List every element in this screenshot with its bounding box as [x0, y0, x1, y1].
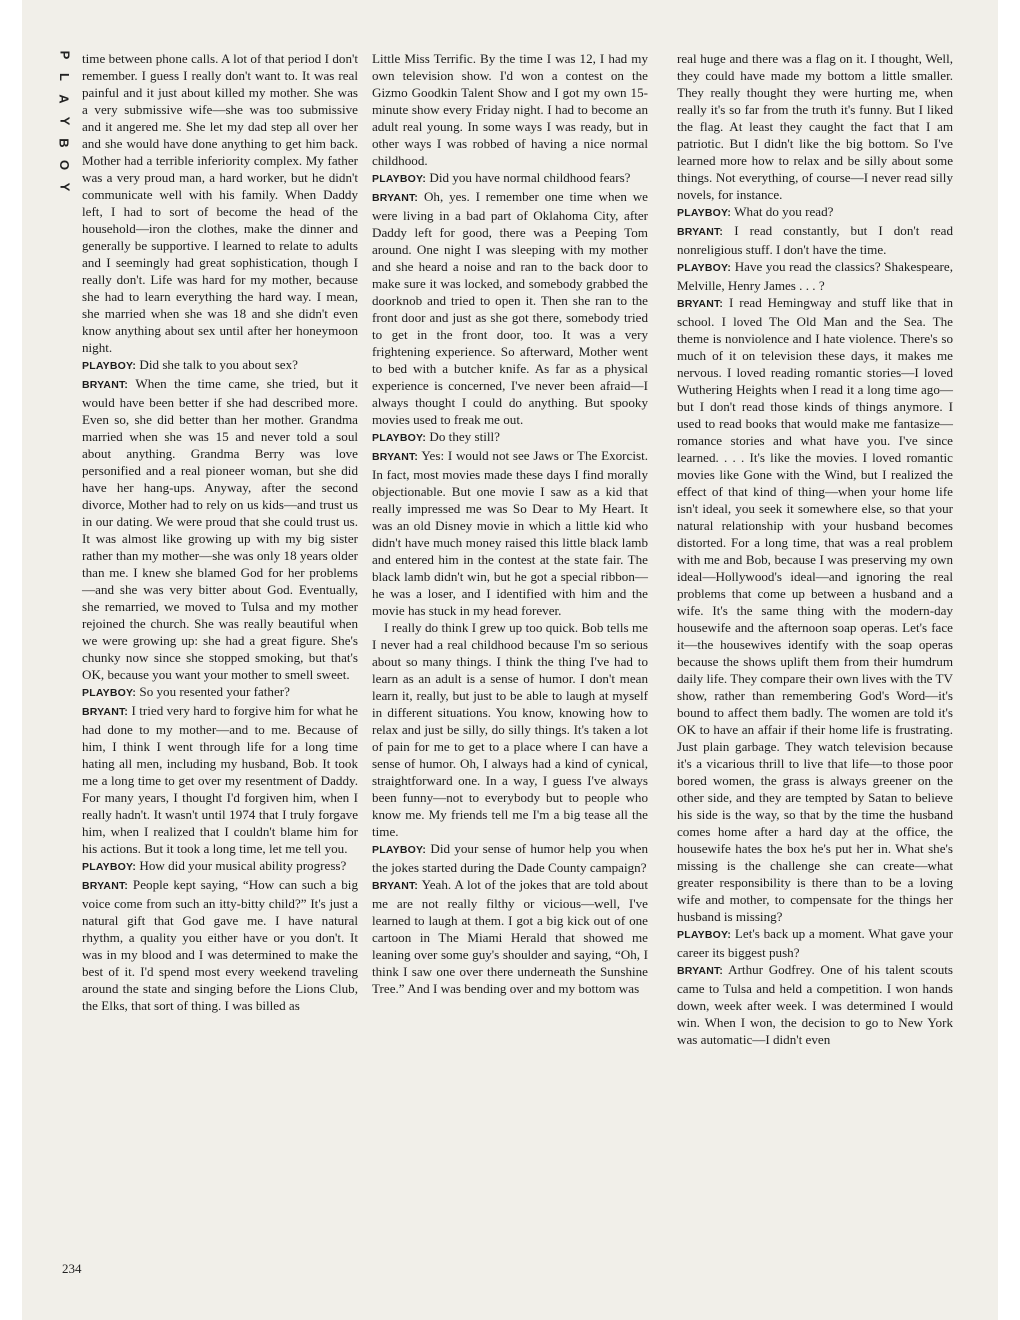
paragraph-text: Little Miss Terrific. By the time I was 12, I had my own television show. I'd won a contest on the Gizmo Goodkin Talent Show and I got my own 15-minute show every Friday night. I had to become an adult real young. In some ways I was ready, but in other ways I was robbed of having a nice normal childhood.	[372, 51, 648, 168]
running-head-letter: Y	[56, 116, 72, 126]
paragraph	[372, 428, 648, 447]
speaker-label: BRYANT:	[677, 226, 724, 238]
paragraph-text: Let's back up a moment. What gave your career its biggest push?	[677, 926, 953, 960]
speaker-label: PLAYBOY:	[82, 360, 137, 372]
paragraph	[677, 925, 953, 961]
speaker-label: PLAYBOY:	[677, 207, 732, 219]
speaker-label: PLAYBOY:	[372, 173, 427, 185]
page-number: 234	[62, 1261, 82, 1276]
speaker-label: PLAYBOY:	[677, 929, 732, 941]
paragraph-text: Have you read the classics? Shakespeare, Melville, Henry James . . . ?	[677, 259, 953, 293]
paragraph	[82, 857, 358, 876]
paragraph-text: Did she talk to you about sex?	[139, 357, 298, 372]
paragraph-text: I tried very hard to forgive him for what he had done to my mother—and to me. Because of him, I think I went through life for a long time hating all men, including my husband, Bob. It took me a long time to get over my resentment of Daddy. For many years, I thought I'd forgiven him, when I really hadn't. It wasn't until 1974 that I truly forgave him, when I realized that I couldn't blame him for his actions. But it took a long time, let me tell you.	[82, 703, 358, 856]
speaker-label: PLAYBOY:	[677, 262, 732, 274]
paragraph-text: I read constantly, but I don't read nonreligious stuff. I don't have the time.	[677, 223, 953, 257]
paragraph	[82, 702, 358, 857]
paragraph-text: Arthur Godfrey. One of his talent scouts came to Tulsa and held a competition. I won hands down, week after week. I was determined I would win. When I won, the decision to go to New York was automatic—I didn't even	[677, 962, 953, 1047]
paragraph-text: What do you read?	[734, 204, 834, 219]
paragraph-text: So you resented your father?	[139, 684, 290, 699]
paragraph-text: Oh, yes. I remember one time when we were living in a bad part of Oklahoma City, after Daddy left for good, there was a Peeping Tom around. One night I was sleeping with my mother and she heard a noise and ran to the back door to make sure it was locked, and somebody grabbed the doorknob and tried to open it. Then she ran to the front door and just as she got there, somebody tried to get in the front door, too. It was a very frightening experience. So afterward, Mother went to bed with a butcher knife. As far as a physical experience is concerned, I've never been afraid—I always thought I could do anything. But spooky movies used to freak me out.	[372, 189, 648, 427]
paragraph-text: Did you have normal childhood fears?	[429, 170, 631, 185]
paragraph	[677, 961, 953, 1048]
speaker-label: PLAYBOY:	[372, 432, 427, 444]
running-head	[52, 44, 76, 198]
speaker-label: BRYANT:	[677, 298, 724, 310]
paragraph	[82, 683, 358, 702]
paragraph	[677, 294, 953, 925]
paragraph	[372, 447, 648, 619]
paragraph-text: real huge and there was a flag on it. I thought, Well, they could have made my bottom a little smaller. They really thought they were hurting me, when really it's so far from the truth it's funny. But I liked the flag. At least they caught the fact that I am patriotic. But I didn't like the big bottom. So I've learned more how to relax and be silly about some things. Not everything, of course—I never read silly novels, for instance.	[677, 51, 953, 202]
paragraph	[372, 840, 648, 876]
paragraph	[82, 375, 358, 683]
running-head-letter: L	[56, 73, 72, 81]
text-column-1	[82, 50, 358, 1014]
paragraph-text: Yes: I would not see Jaws or The Exorcist. In fact, most movies made these days I find morally objectionable. But one movie I saw as a kid that really impressed me was So Dear to My Heart. It was an old Disney movie in which a little kid who didn't have much money raised this little black lamb and entered him in the contest at the state fair. The black lamb didn't win, but he got a special ribbon—he was a loser, and I identified with him and the movie has stuck in my head forever.	[372, 448, 648, 618]
speaker-label: BRYANT:	[82, 706, 129, 718]
paragraph-text: time between phone calls. A lot of that period I don't remember. I guess I really don't want to. It was real painful and it just about killed my mother. She was a very submissive wife—she was too submissive and it angered me. She let my dad step all over her and she would have done anything to get him back. Mother had a terrible inferiority complex. My father was a very proud man, a hard worker, but he didn't communicate well with his family. When Daddy left, I had to sort of become the head of the household—iron the clothes, make the dinner and generally be supportive. I learned to relate to adults and I seemingly had great sophistication, though I really don't. Life was hard for my mother, because she had to learn everything the hard way. I mean, she married when she was 18 and she didn't even know anything about sex until after her honeymoon night.	[82, 51, 358, 355]
speaker-label: BRYANT:	[677, 965, 724, 977]
speaker-label: BRYANT:	[372, 880, 419, 892]
paragraph	[677, 258, 953, 294]
speaker-label: BRYANT:	[372, 192, 419, 204]
paragraph-text: How did your musical ability progress?	[139, 858, 347, 873]
running-head-letter: Y	[56, 182, 72, 192]
paragraph-text: I read Hemingway and stuff like that in school. I loved The Old Man and the Sea. The theme is nonviolence and I hate violence. There's so much of it on television these days, it makes me nervous. I loved reading romantic stories—I loved Wuthering Heights when I read it a long time ago—but I don't read those kinds of things anymore. I used to read books that would make me fantasize—romance stories and what have you. I've since learned. . . . It's like the movies. I loved romantic movies like Gone with the Wind, but I realized the effect of that kind of thing—when your home life isn't ideal, you seek it somewhere else, so that your natural relationship with your husband becomes distorted. For a long time, that was a real problem with me and Bob, because I was preserving my own ideal—Hollywood's ideal—and ignoring the real problems that come up between a husband and a wife. It's the same thing with the modern-day housewife and the afternoon soap operas. Let's face it—the housewives identify with the soap operas because the shows uplift them from their humdrum daily life. They compare their own lives with the TV show, rather than remembering God's Word—it's bound to affect them badly. The women are told it's OK to have an affair if their home life is frustrating. Just plain garbage. They watch television because it's a vicarious thrill to live that life—to those poor bored women, the grass is always greener on the other side, and they are tempted by Satan to believe his side is the way, so that by the time the husband comes home after a hard day at the office, the housewife hates the box he's put her in. What she's missing is the challenge she can create—what greater responsibility is there than to be a loving wife and mother, to compensate for the things her husband is missing?	[677, 295, 953, 924]
paragraph-text: Yeah. A lot of the jokes that are told about me are not really filthy or vicious—well, I've learned to laugh at them. I got a big kick out of one cartoon in The Miami Herald that showed me leaning over some guy's shoulder and saying, “Oh, I think I saw one over there underneath the Sunshine Tree.” And I was bending over and my bottom was	[372, 877, 648, 996]
paragraph	[82, 876, 358, 1014]
paragraph	[677, 50, 953, 203]
speaker-label: BRYANT:	[82, 379, 129, 391]
paragraph	[82, 50, 358, 356]
paragraph-text: Did your sense of humor help you when the jokes started during the Dade County campaign?	[372, 841, 648, 875]
paragraph-text: People kept saying, “How can such a big voice come from such an itty-bitty child?” It's just a natural gift that God gave me. I have natural rhythm, a quality you either have or you don't. It was in my blood and I was determined to make the best of it. I'd spend most every weekend traveling around the state and singing before the Lions Club, the Elks, that sort of thing. I was billed as	[82, 877, 358, 1013]
paragraph	[82, 356, 358, 375]
paragraph	[372, 50, 648, 169]
speaker-label: BRYANT:	[372, 451, 419, 463]
running-head-letter: A	[56, 94, 72, 104]
running-head-letter: B	[56, 138, 72, 148]
text-column-2	[372, 50, 648, 997]
speaker-label: PLAYBOY:	[82, 861, 137, 873]
speaker-label: PLAYBOY:	[82, 687, 137, 699]
magazine-page	[22, 0, 998, 1320]
running-head-letter: O	[57, 159, 72, 171]
speaker-label: PLAYBOY:	[372, 844, 427, 856]
paragraph	[677, 203, 953, 222]
text-column-3	[677, 50, 953, 1048]
paragraph	[372, 619, 648, 840]
paragraph-text: I really do think I grew up too quick. Bob tells me I never had a real childhood because I'm so serious about so many things. I think the thing I've had to learn as an adult is a sense of humor. I don't mean learn it, really, but just to be able to laugh at myself in different situations. You know, knowing how to relax and just be silly, do silly things. It's taken a lot of pain for me to get to a place where I can have a sense of humor. Oh, I always had a kind of cynical, straightforward one. In a way, I guess I've always been funny—not to everybody but to people who know me. My friends tell me I'm a big tease all the time.	[372, 620, 648, 839]
paragraph	[677, 222, 953, 258]
paragraph	[372, 876, 648, 997]
speaker-label: BRYANT:	[82, 880, 129, 892]
paragraph	[372, 169, 648, 188]
paragraph	[372, 188, 648, 428]
running-head-letter: P	[56, 50, 72, 60]
paragraph-text: When the time came, she tried, but it would have been better if she had described more. Even so, she did better than her mother. Grandma married when she was 15 and never told a soul about anything. Grandma Berry was love personified and a real pioneer woman, but she did have her hang-ups. Anyway, after the second divorce, Mother had to rely on us kids—and trust us in our dating. We were proud that she could trust us. It was almost like growing up with my big sister rather than my mother—she was only 18 years older than me. I knew she blamed God for her problems—and she was very bitter about God. Eventually, she remarried, we moved to Tulsa and my mother rejoined the church. She was really beautiful when we were growing up: she had a great figure. She's chunky now since she stopped smoking, but that's OK, because you want your mother to smell sweet.	[82, 376, 358, 682]
paragraph-text: Do they still?	[429, 429, 500, 444]
